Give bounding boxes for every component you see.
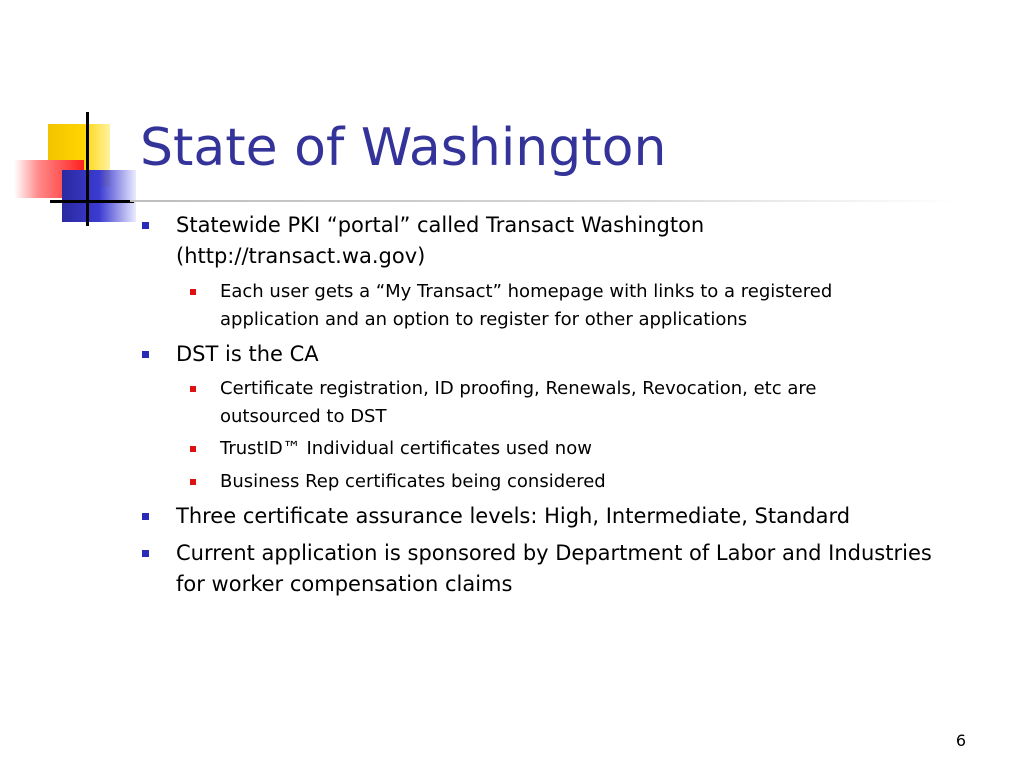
- bullet-item: [138, 501, 958, 532]
- blue-square-bullet-icon: [142, 550, 149, 557]
- sub-bullet-item: [186, 468, 916, 496]
- bullet-text: Statewide PKI “portal” called Transact Washington (http://transact.wa.gov): [176, 213, 705, 268]
- bullet-item: [138, 538, 958, 600]
- sub-bullet-item: [186, 435, 916, 463]
- bullet-text: Current application is sponsored by Department of Labor and Industries for worker compensation claims: [176, 541, 932, 596]
- sub-bullet-text: TrustID™ Individual certificates used now: [220, 438, 592, 459]
- sub-bullet-item: [186, 375, 916, 431]
- sub-bullet-item: [186, 278, 916, 334]
- red-square-bullet-icon: [190, 479, 196, 485]
- blue-square-bullet-icon: [142, 222, 149, 229]
- bullet-item: [138, 210, 958, 272]
- bullet-text: DST is the CA: [176, 342, 319, 366]
- blue-square-bullet-icon: [142, 351, 149, 358]
- blue-square-bullet-icon: [142, 513, 149, 520]
- sub-bullet-text: Business Rep certificates being considered: [220, 471, 606, 492]
- bullet-text: Three certificate assurance levels: High, Intermediate, Standard: [176, 504, 851, 528]
- sub-bullet-text: Each user gets a “My Transact” homepage with links to a registered application and an option to register for other applications: [220, 281, 833, 330]
- red-square-bullet-icon: [190, 386, 196, 392]
- sub-bullet-text: Certificate registration, ID proofing, Renewals, Revocation, etc are outsourced to DST: [220, 378, 817, 427]
- bullet-item: [138, 339, 958, 370]
- red-square-bullet-icon: [190, 289, 196, 295]
- slide-title: State of Washington: [140, 118, 667, 178]
- red-square-bullet-icon: [190, 446, 196, 452]
- page-number: 6: [955, 731, 966, 750]
